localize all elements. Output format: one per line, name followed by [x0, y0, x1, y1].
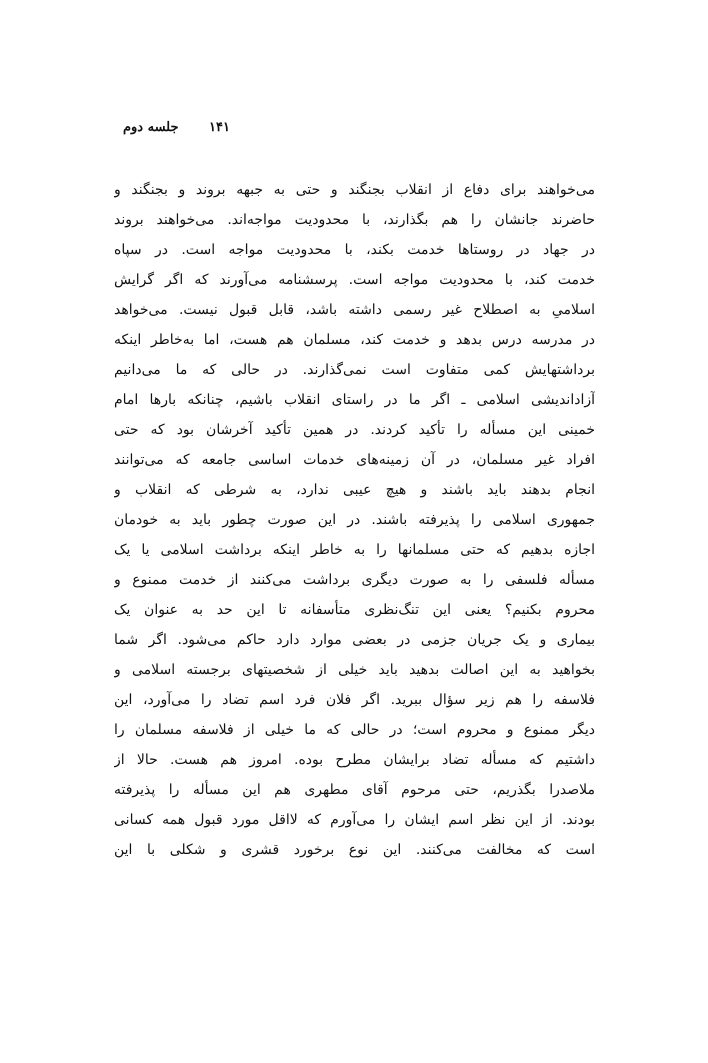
text-line: در مدرسه درس بدهد و خدمت کند، مسلمان هم هست، اما به‌خاطر اینکه: [114, 332, 595, 348]
text-line: مسأله فلسفی را به صورت دیگری برداشت می‌کنند از خدمت ممنوع و: [114, 572, 595, 588]
text-line: جمهوری اسلامی را پذیرفته باشند. در این صورت چطور باید به خودمان: [114, 512, 595, 528]
text-line: داشتیم که مسأله تضاد برایشان مطرح بوده. امروز هم هست. حالا از: [114, 752, 595, 768]
text-line: برداشتهایش کمی متفاوت است نمی‌گذارند. در حالی که ما می‌دانیم: [114, 362, 595, 378]
page-number: ۱۴۱: [209, 120, 230, 135]
text-line: دیگر ممنوع و محروم است؛ در حالی که ما خیلی از فلاسفه مسلمان را: [114, 722, 595, 738]
text-line: خدمت کند، با محدودیت مواجه است. پرسشنامه می‌آورند که اگر گرایش: [114, 272, 595, 288]
running-header: [123, 120, 230, 135]
text-line: آزاداندیشی اسلامی ـ اگر ما در راستای انقلاب باشیم، چنانکه بارها امام: [114, 392, 595, 408]
text-line: محروم بکنیم؟ یعنی این تنگ‌نظری متأسفانه تا این حد به عنوان یک: [114, 602, 595, 618]
text-line: بخواهید به این اصالت بدهید باید خیلی از شخصیتهای برجسته اسلامی و: [114, 662, 595, 678]
text-line: خمینی این مسأله را تأکید کردند. در همین تأکید آخرشان بود که حتی: [114, 422, 595, 438]
text-line: در جهاد در روستاها خدمت بکند، با محدودیت مواجه است. در سپاه: [114, 242, 595, 258]
chapter-title: جلسه دوم: [122, 120, 179, 135]
text-line: بیماری و یک جریان جزمی در بعضی موارد دارد حاکم می‌شود. اگر شما: [114, 632, 595, 648]
body-paragraph: [114, 175, 595, 865]
text-line: افراد غیر مسلمان، در آن زمینه‌های خدمات اساسی جامعه که می‌توانند: [114, 452, 595, 468]
text-line: می‌خواهند برای دفاع از انقلاب بجنگند و حتی به جبهه بروند و بجنگند و: [114, 182, 595, 198]
text-line: اجازه بدهیم که حتی مسلمانها را به خاطر اینکه برداشت اسلامی یا یک: [114, 542, 595, 558]
text-line: اسلامیِ به اصطلاح غیر رسمی داشته باشد، قابل قبول نیست. می‌خواهد: [114, 302, 595, 318]
text-line: است که مخالفت می‌کنند. این نوع برخورد قشری و شکلی با این: [114, 842, 595, 858]
text-line: بودند. از این نظر اسم ایشان را می‌آورم که لااقل مورد قبول همه کسانی: [114, 812, 595, 828]
text-line: حاضرند جانشان را هم بگذارند، با محدودیت مواجه‌اند. می‌خواهند بروند: [114, 212, 595, 228]
text-line: فلاسفه را هم زیر سؤال ببرید. اگر فلان فرد اسم تضاد را می‌آورد، این: [114, 692, 595, 708]
text-line: ملاصدرا بگذریم، حتی مرحوم آقای مطهری هم این مسأله را پذیرفته: [114, 782, 595, 798]
text-line: انجام بدهند باید باشند و هیچ عیبی ندارد، به شرطی که انقلاب و: [114, 482, 595, 498]
